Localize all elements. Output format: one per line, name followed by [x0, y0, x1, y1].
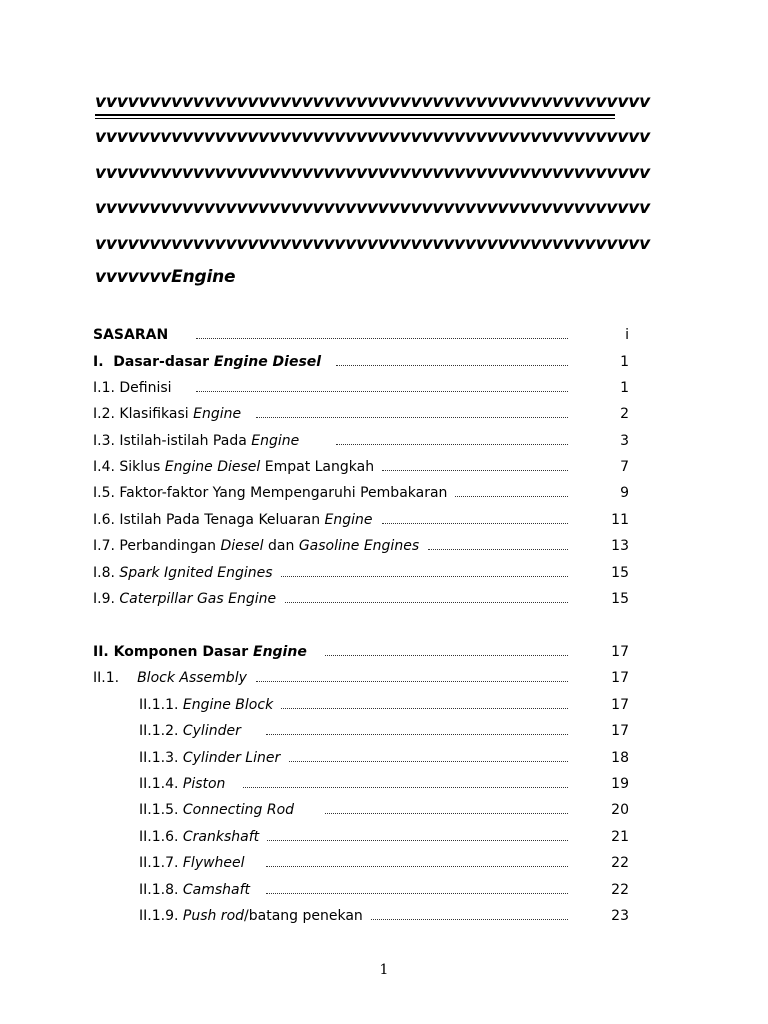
toc-page: 17	[611, 644, 629, 660]
toc-page: 18	[611, 750, 629, 766]
toc-label-text: II.1.8.	[139, 882, 183, 898]
toc-label	[93, 404, 249, 424]
toc-page: 13	[611, 538, 629, 554]
toc-leader	[428, 549, 568, 550]
toc-page: 19	[611, 776, 629, 792]
toc-leader	[336, 444, 568, 445]
toc-label-italic: Camshaft	[182, 882, 251, 898]
toc-label-text: II.1.6.	[139, 829, 183, 845]
toc-leader	[278, 576, 568, 577]
toc-page: 17	[611, 697, 629, 713]
toc-entry-1-3[interactable]	[93, 431, 633, 451]
page-number: 1	[379, 962, 389, 978]
toc-leader	[382, 470, 568, 471]
toc-page: 1	[620, 354, 629, 370]
toc-leader	[266, 866, 568, 867]
toc-label-text: I.7. Perbandingan	[93, 538, 221, 554]
title-line-1: vvvvvvvvvvvvvvvvvvvvvvvvvvvvvvvvvvvvvvvvvvvvvvvvvvv	[95, 92, 650, 112]
toc-page: 3	[620, 433, 629, 449]
toc-leader	[325, 813, 568, 814]
toc-label	[139, 880, 258, 900]
toc-label	[93, 352, 329, 372]
toc-label-text: II.1.3.	[139, 750, 183, 766]
toc-entry-2-1[interactable]	[93, 668, 633, 688]
toc-leader	[452, 496, 568, 497]
toc-page: 15	[611, 565, 629, 581]
toc-label	[139, 800, 302, 820]
toc-label	[93, 510, 381, 530]
title-line-2: vvvvvvvvvvvvvvvvvvvvvvvvvvvvvvvvvvvvvvvvvvvvvvvvvvv	[95, 127, 650, 147]
toc-label-text: Dasar-dasar	[113, 354, 214, 370]
toc-label	[139, 695, 281, 715]
toc-label-italic: Engine	[324, 512, 373, 528]
toc-page: 23	[611, 908, 629, 924]
toc-entry-1-9[interactable]	[93, 589, 633, 609]
toc-leader	[256, 681, 568, 682]
toc-page: 1	[620, 380, 629, 396]
toc-label-text: I.8.	[93, 565, 120, 581]
toc-label-italic: Engine Diesel	[213, 354, 322, 370]
toc-label-text: I.6. Istilah Pada Tenaga Keluaran	[93, 512, 325, 528]
toc-label-text-end: Empat Langkah	[260, 459, 375, 475]
toc-label	[93, 642, 315, 662]
toc-entry-1-4[interactable]	[93, 457, 633, 477]
toc-page: 15	[611, 591, 629, 607]
toc-page: 7	[620, 459, 629, 475]
title-line-6-word: Engine	[171, 267, 236, 287]
toc-label-text: I.2. Klasifikasi	[93, 406, 194, 422]
toc-entry-2-1-7[interactable]	[139, 853, 633, 873]
toc-label-text-mid: dan	[263, 538, 299, 554]
title-line-3: vvvvvvvvvvvvvvvvvvvvvvvvvvvvvvvvvvvvvvvvvvvvvvvvvvv	[95, 163, 650, 183]
toc-leader	[278, 602, 568, 603]
toc-label	[93, 457, 382, 477]
toc-label	[139, 827, 267, 847]
toc-label-text: II.1.7.	[139, 855, 183, 871]
toc-leader	[269, 708, 568, 709]
toc-entry-2-1-6[interactable]	[139, 827, 633, 847]
toc-section-number: I.	[93, 354, 104, 370]
toc-leader	[266, 840, 568, 841]
toc-label-italic: Engine	[251, 433, 300, 449]
toc-label-text: I.4. Siklus	[93, 459, 165, 475]
toc-label-text: I.3. Istilah-istilah Pada	[93, 433, 252, 449]
toc-section-number: II.1.	[93, 670, 120, 686]
toc-leader	[371, 919, 568, 920]
toc-leader	[382, 523, 568, 524]
toc-label	[139, 748, 288, 768]
toc-label-italic-2: Gasoline Engines	[298, 538, 420, 554]
toc-label-text: II.1.9.	[139, 908, 183, 924]
toc-label-italic: Engine	[253, 644, 307, 660]
title-line-4: vvvvvvvvvvvvvvvvvvvvvvvvvvvvvvvvvvvvvvvvvvvvvvvvvvv	[95, 198, 650, 218]
toc-leader	[256, 417, 568, 418]
toc-entry-1-8[interactable]	[93, 563, 633, 583]
toc-label-italic: Block Assembly	[137, 670, 247, 686]
toc-leader	[266, 893, 568, 894]
toc-label-italic: Engine	[193, 406, 242, 422]
toc-label: SASARAN	[93, 325, 176, 345]
toc-label	[93, 563, 281, 583]
toc-page: i	[625, 327, 629, 343]
toc-entry-2-1-2[interactable]	[139, 721, 633, 741]
toc-label	[139, 906, 371, 926]
toc-label-italic: Flywheel	[182, 855, 245, 871]
toc-entry-1-1[interactable]	[93, 378, 633, 398]
toc-label-italic: Engine Diesel	[164, 459, 261, 475]
toc-leader	[243, 787, 568, 788]
title-line-6-prefix: vvvvvvv	[95, 267, 172, 287]
toc-label-text: I.9.	[93, 591, 120, 607]
toc-page: 11	[611, 512, 629, 528]
toc-page: 22	[611, 882, 629, 898]
toc-leader	[336, 365, 568, 366]
toc-label	[93, 589, 284, 609]
toc-label: I.5. Faktor-faktor Yang Mempengaruhi Pembakaran	[93, 483, 455, 503]
title-rule-thick	[95, 114, 615, 116]
toc-entry-1-5[interactable]	[93, 483, 633, 503]
toc-entry-2-1-4[interactable]	[139, 774, 633, 794]
toc-label	[139, 774, 233, 794]
toc-label	[93, 668, 255, 688]
toc-label-text-end: /batang penekan	[244, 908, 363, 924]
title-rule-thin	[95, 118, 615, 119]
toc-leader	[289, 761, 568, 762]
toc-label-text: II.1.2.	[139, 723, 183, 739]
toc-entry-2-1-1[interactable]	[139, 695, 633, 715]
toc-label-italic: Diesel	[220, 538, 264, 554]
toc-label	[139, 853, 253, 873]
toc-label-italic: Piston	[182, 776, 226, 792]
toc-label-italic: Push rod	[182, 908, 245, 924]
toc-leader	[196, 391, 568, 392]
toc-entry-1-7[interactable]	[93, 536, 633, 556]
toc-label-italic: Cylinder	[182, 723, 241, 739]
toc-leader	[325, 655, 568, 656]
toc-entry-2-1-8[interactable]	[139, 880, 633, 900]
toc-label-italic: Spark Ignited Engines	[119, 565, 273, 581]
title-line-6	[95, 267, 235, 287]
toc-label	[139, 721, 249, 741]
toc-label-italic: Crankshaft	[182, 829, 260, 845]
toc-label: I.1. Definisi	[93, 378, 180, 398]
toc-page: 17	[611, 723, 629, 739]
title-line-5: vvvvvvvvvvvvvvvvvvvvvvvvvvvvvvvvvvvvvvvvvvvvvvvvvvv	[95, 234, 650, 254]
toc-entry-1-6[interactable]	[93, 510, 633, 530]
toc-label	[93, 431, 307, 451]
toc-page: 9	[620, 485, 629, 501]
toc-page: 2	[620, 406, 629, 422]
toc-entry-2-1-5[interactable]	[139, 800, 633, 820]
toc-label-italic: Connecting Rod	[182, 802, 295, 818]
toc-entry-2-1-9[interactable]	[139, 906, 633, 926]
toc-label-text: II.1.4.	[139, 776, 183, 792]
toc-leader	[196, 338, 568, 339]
toc-label-text: II. Komponen Dasar	[93, 644, 253, 660]
toc-page: 22	[611, 855, 629, 871]
toc-entry-2-1-3[interactable]	[139, 748, 633, 768]
toc-leader	[266, 734, 568, 735]
toc-page: 20	[611, 802, 629, 818]
toc-entry-1-2[interactable]	[93, 404, 633, 424]
toc-label-italic: Cylinder Liner	[182, 750, 281, 766]
toc-page: 17	[611, 670, 629, 686]
toc-label-italic: Engine Block	[182, 697, 274, 713]
toc-page: 21	[611, 829, 629, 845]
toc-label-text: II.1.5.	[139, 802, 183, 818]
toc-section-1[interactable]	[93, 352, 633, 372]
toc-label-italic: Caterpillar Gas Engine	[119, 591, 277, 607]
toc-label-text: II.1.1.	[139, 697, 183, 713]
toc-label	[93, 536, 427, 556]
toc-sasaran[interactable]	[93, 325, 633, 345]
toc-section-2[interactable]	[93, 642, 633, 662]
